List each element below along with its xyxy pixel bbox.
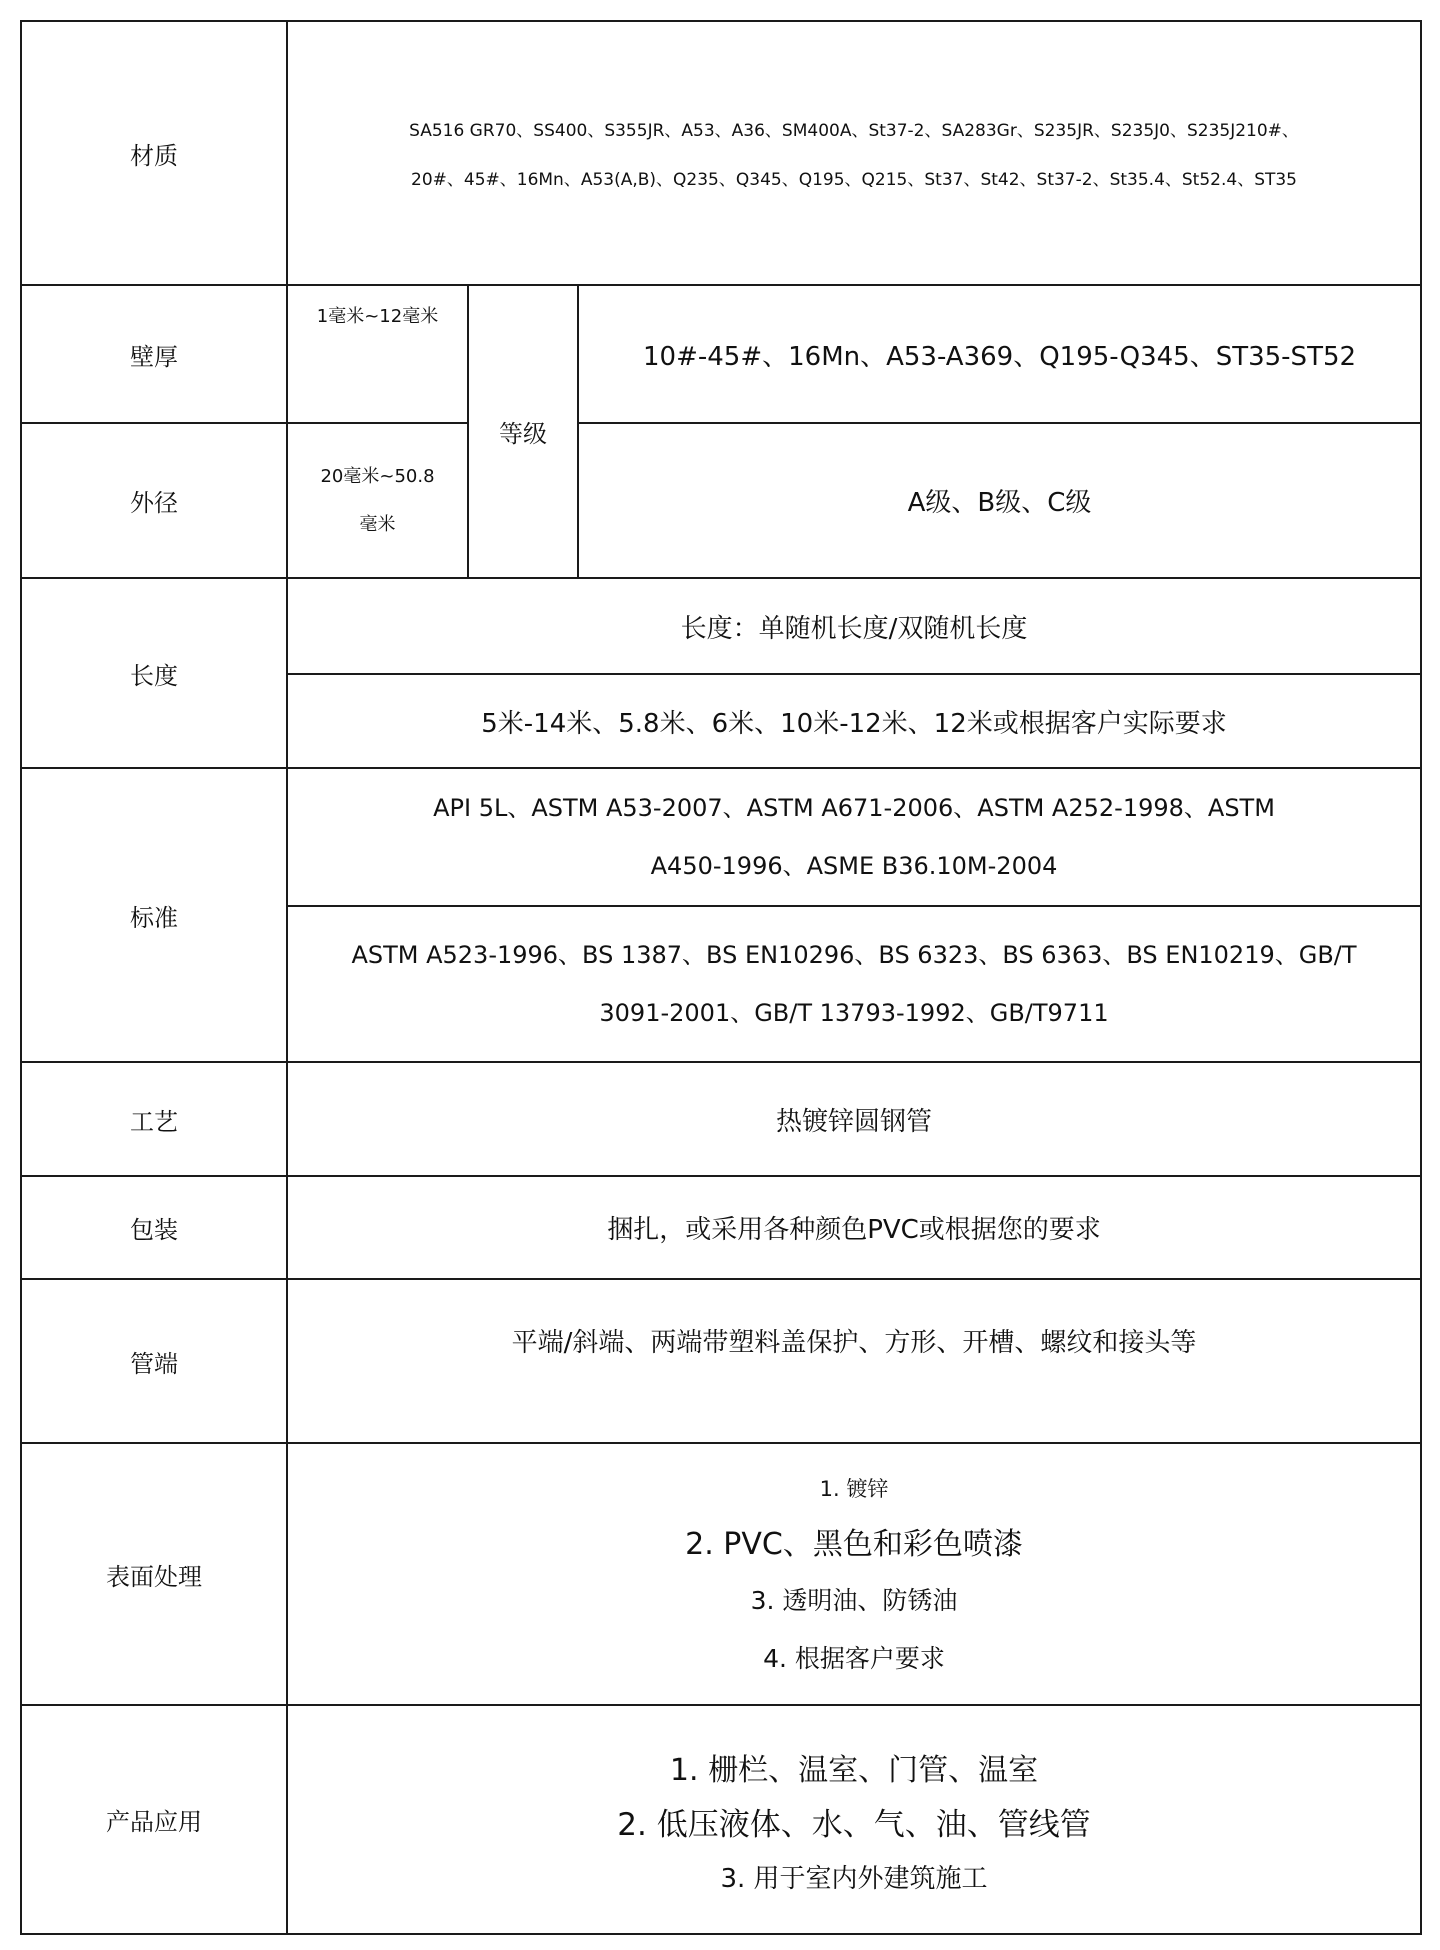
row-surface — [21, 1443, 1421, 1705]
row-application — [21, 1705, 1421, 1934]
material-line-2: 20#、45#、16Mn、A53(A,B)、Q235、Q345、Q195、Q215、St37、St42、St37-2、St35.4、St52.4、ST35 — [411, 170, 1297, 190]
wall-thickness-value: 1毫米~12毫米 — [287, 285, 468, 423]
application-item-2: 2. 低压液体、水、气、油、管线管 — [617, 1806, 1091, 1843]
row-wall-thickness — [21, 285, 1421, 423]
pipe-end-label: 管端 — [21, 1279, 287, 1443]
standard-b-line-1: ASTM A523-1996、BS 1387、BS EN10296、BS 6323、BS 6363、BS EN10219、GB/T — [351, 941, 1357, 969]
application-label: 产品应用 — [21, 1705, 287, 1934]
surface-item-1: 1. 镀锌 — [819, 1477, 889, 1501]
standard-label: 标准 — [21, 768, 287, 1062]
grade-value-2: A级、B级、C级 — [578, 423, 1421, 578]
length-value-2: 5米-14米、5.8米、6米、10米-12米、12米或根据客户实际要求 — [287, 674, 1421, 768]
surface-value — [287, 1443, 1421, 1705]
standard-a-line-1: API 5L、ASTM A53-2007、ASTM A671-2006、ASTM A252-1998、ASTM — [433, 794, 1275, 822]
standard-value-2 — [287, 906, 1421, 1062]
grade-value-1: 10#-45#、16Mn、A53-A369、Q195-Q345、ST35-ST52 — [578, 285, 1421, 423]
process-label: 工艺 — [21, 1062, 287, 1176]
material-line-1: SA516 GR70、SS400、S355JR、A53、A36、SM400A、St37-2、SA283Gr、S235JR、S235J0、S235J210#、 — [409, 121, 1299, 141]
outer-diameter-value — [287, 423, 468, 578]
outer-diameter-line-1: 20毫米~50.8 — [320, 466, 435, 488]
wall-thickness-label: 壁厚 — [21, 285, 287, 423]
surface-label: 表面处理 — [21, 1443, 287, 1705]
grade-label: 等级 — [468, 285, 578, 578]
row-material — [21, 21, 1421, 285]
row-process — [21, 1062, 1421, 1176]
row-outer-diameter — [21, 423, 1421, 578]
surface-item-4: 4. 根据客户要求 — [763, 1644, 945, 1673]
application-item-1: 1. 栅栏、温室、门管、温室 — [669, 1752, 1039, 1788]
process-value: 热镀锌圆钢管 — [287, 1062, 1421, 1176]
application-value — [287, 1705, 1421, 1934]
application-item-3: 3. 用于室内外建筑施工 — [720, 1863, 988, 1894]
outer-diameter-label: 外径 — [21, 423, 287, 578]
row-standard-1 — [21, 768, 1421, 906]
spec-table — [20, 20, 1422, 1935]
row-length-1 — [21, 578, 1421, 674]
length-label: 长度 — [21, 578, 287, 768]
standard-value-1 — [287, 768, 1421, 906]
material-value — [287, 21, 1421, 285]
standard-a-line-2: A450-1996、ASME B36.10M-2004 — [650, 852, 1058, 880]
material-label: 材质 — [21, 21, 287, 285]
outer-diameter-line-2: 毫米 — [359, 513, 396, 535]
length-value-1: 长度：单随机长度/双随机长度 — [287, 578, 1421, 674]
standard-b-line-2: 3091-2001、GB/T 13793-1992、GB/T9711 — [599, 999, 1109, 1027]
pipe-end-value: 平端/斜端、两端带塑料盖保护、方形、开槽、螺纹和接头等 — [287, 1279, 1421, 1443]
surface-item-2: 2. PVC、黑色和彩色喷漆 — [685, 1527, 1023, 1562]
row-packaging — [21, 1176, 1421, 1279]
row-pipe-end — [21, 1279, 1421, 1443]
surface-item-3: 3. 透明油、防锈油 — [750, 1586, 958, 1615]
packaging-value: 捆扎，或采用各种颜色PVC或根据您的要求 — [287, 1176, 1421, 1279]
packaging-label: 包装 — [21, 1176, 287, 1279]
